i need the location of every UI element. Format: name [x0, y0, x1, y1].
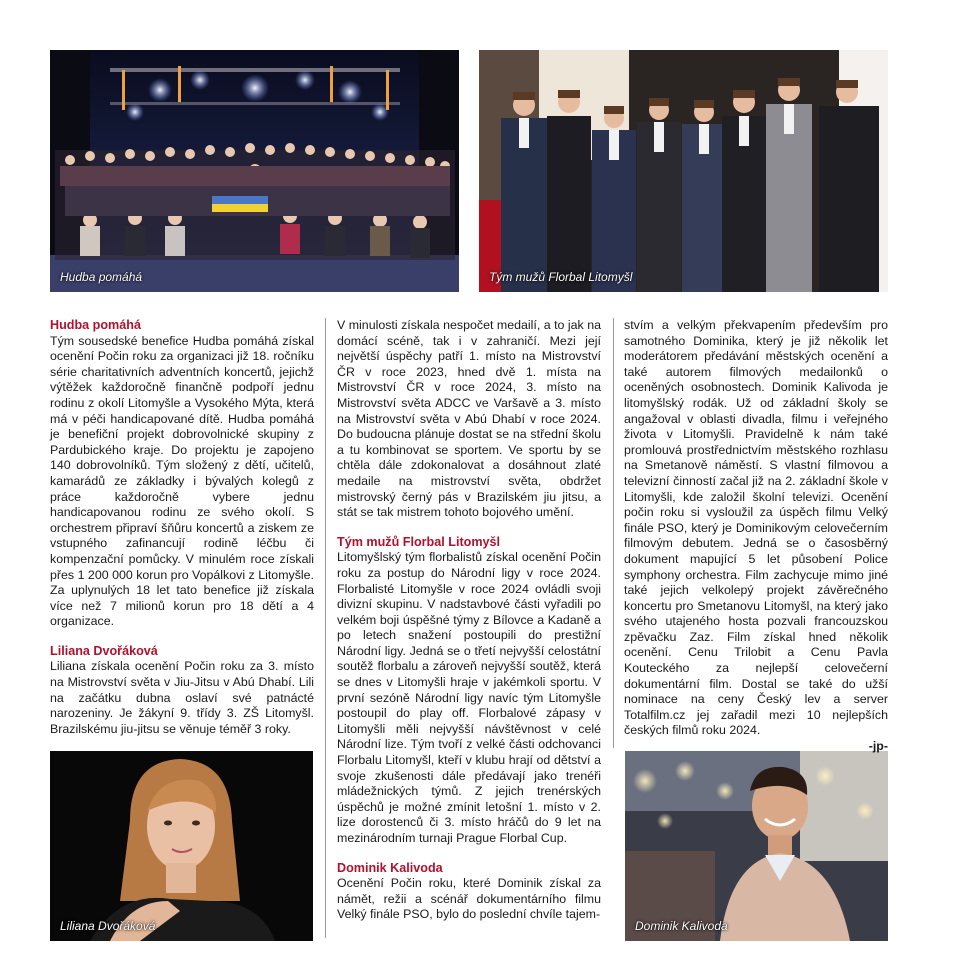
heading-dominik: Dominik Kalivoda [337, 860, 443, 875]
column-divider-2 [613, 318, 614, 748]
photo-caption-dominik: Dominik Kalivoda [635, 919, 728, 933]
photo-caption-liliana: Liliana Dvořáková [60, 919, 156, 933]
photo-liliana [50, 751, 313, 941]
text-hudba-pomaha: Tým sousedské benefice Hudba pomáhá získal ocenění Počin roku za organizaci již 18. ročníku série charitativních adventních koncertů, jejichž výtěžek každoročně finančně podpoří jednu rodinu z okolí Litomyšle a Vysokého Mýta, která má v péči handicapované dítě. Hudba pomáhá je benefiční projekt dobrovolnické skupiny z Pardubického kraje. Do projektu je zapojeno 140 dobrovolníků. Tým složený z dětí, učitelů, kamarádů ze základky i bývalých kolegů z práce každoročně vybere jednu handicapovanou rodinu ze svého okolí. S orchestrem připraví šňůru koncertů a ziskem ze vstupného zafinancují rodině léčbu či kompenzační pomůcky. V minulém roce získali přes 1 200 000 korun pro Vopálkovi z Litomyšle. Za uplynulých 18 let tato benefice již získala více než 7 milionů korun pro 18 dětí a 4 organizace. [50, 333, 314, 629]
photo-hudba-pomaha [50, 50, 459, 292]
text-dominik: Ocenění Počin roku, které Dominik získal za námět, režii a scénář dokumentárního filmu Velký finále PSO, bylo do poslední chvíle tajem- [337, 876, 601, 922]
article-column-2 [337, 318, 601, 923]
text-liliana: Liliana získala ocenění Počin roku za 3. místo na Mistrovství světa v Jiu-Jitsu v Abú Dhabí. Lili na začátku dubna oslaví své patnácté narozeniny. Je žákyní 9. třídy 3. ZŠ Litomyšl. Brazilskému jiu-jitsu se věnuje téměř 3 roky. [50, 659, 314, 736]
heading-liliana: Liliana Dvořáková [50, 643, 158, 658]
photo-caption-hudba: Hudba pomáhá [60, 270, 143, 284]
author-signature: -jp- [868, 739, 888, 754]
article-column-1 [50, 318, 314, 737]
photo-dominik [625, 751, 888, 941]
heading-florbal: Tým mužů Florbal Litomyšl [337, 534, 501, 549]
photo-caption-florbal: Tým mužů Florbal Litomyšl [489, 270, 633, 284]
text-florbal: Litomyšlský tým florbalistů získal ocenění Počin roku za postup do Národní ligy v roce 2024. Florbalisté Litomyšle v roce 2024 ovládli svoji divizní skupinu. V nadstavbové části vyřadili po velkém boji úspěšné týmy z Bílovce a Kadaně a po letech snažení postoupili do prestižní Národní ligy. Jedná se o třetí nejvyšší celostátní soutěž florbalu a zároveň nejvyšší soutěž, která se dnes v Litomyšli hraje v jakémkoli sportu. V první sezóně Národní ligy navíc tým Litomyšle postoupil do play off. Florbalové zápasy v Litomyšli měli nejvyšší návštěvnost v celé Národní lize. Tým tvoří z velké části odchovanci Florbalu Litomyšl, kteří v klubu hrají od dětství a svoje zkušenosti dále předávají jako trenéři mládežnických týmů. Z jejich trenérských úspěchů je možné zmínit letošní 1. místo v 2. lize dorostenců či 3. místo hráčů do 9 let na mezinárodním turnaji Prague Florbal Cup. [337, 550, 601, 845]
text-liliana-continued: V minulosti získala nespočet medailí, a to jak na domácí scéně, tak i v zahraničí. Mezi její největší úspěchy patří 1. místo na Mistrovství ČR v roce 2023, hned dvě 1. místa na Mistrovství ČR v roce 2024, 3. místo na Mistrovství světa ADCC ve Varšavě a 3. místo na Mistrovství světa v Abú Dhabí v roce 2024. Do budoucna plánuje dostat se na střední školu a tu kombinovat se sportem. Ve sportu by se chtěla dále zdokonalovat a dosáhnout zlaté medaile na mistrovství světa, obdržet mistrovský černý pás v Brazilském jiu jitsu, a stát se tak mistrem tohoto bojového umění. [337, 318, 601, 520]
article-column-3 [624, 318, 888, 755]
column-divider-1 [325, 318, 326, 938]
photo-florbal-team [479, 50, 888, 292]
text-dominik-continued: stvím a velkým překvapením především pro samotného Dominika, který je již několik let moderátorem předávání městských ocenění a také autorem filmových medailonků o oceněných osobnostech. Dominik Kalivoda je litomyšlský rodák. Už od základní školy se angažoval v oblasti divadla, filmu i veřejného života v Litomyšli. Pravidelně k nám také promlouvá prostřednictvím městského rozhlasu na Smetanově náměstí. S vlastní filmovou a televizní činností začal již na 2. základní škole v Litomyšli, kde založil školní televizi. Ocenění počin roku si vysloužil za úspěch filmu Velký finále PSO, který je Dominikovým celovečerním filmovým debutem. Jedná se o časosběrný dokument mapující 5 let působení Police symphony orchestra. Film zachycuje mimo jiné také jejich velkolepý projekt závěrečného koncertu pro Smetanovu Litomyšl, na který jako svého utajeného hosta pozvali francouzskou zpěvačku Zaz. Film získal hned několik ocenění. Cenu Trilobit a Cenu Pavla Kouteckého za nejlepší celovečerní dokumentární film. Dostal se také do užší nominace na ceny Český lev a server Totalfilm.cz jej zařadil mezi 10 nejlepších českých filmů roku 2024. [624, 318, 888, 738]
heading-hudba-pomaha: Hudba pomáhá [50, 318, 141, 332]
